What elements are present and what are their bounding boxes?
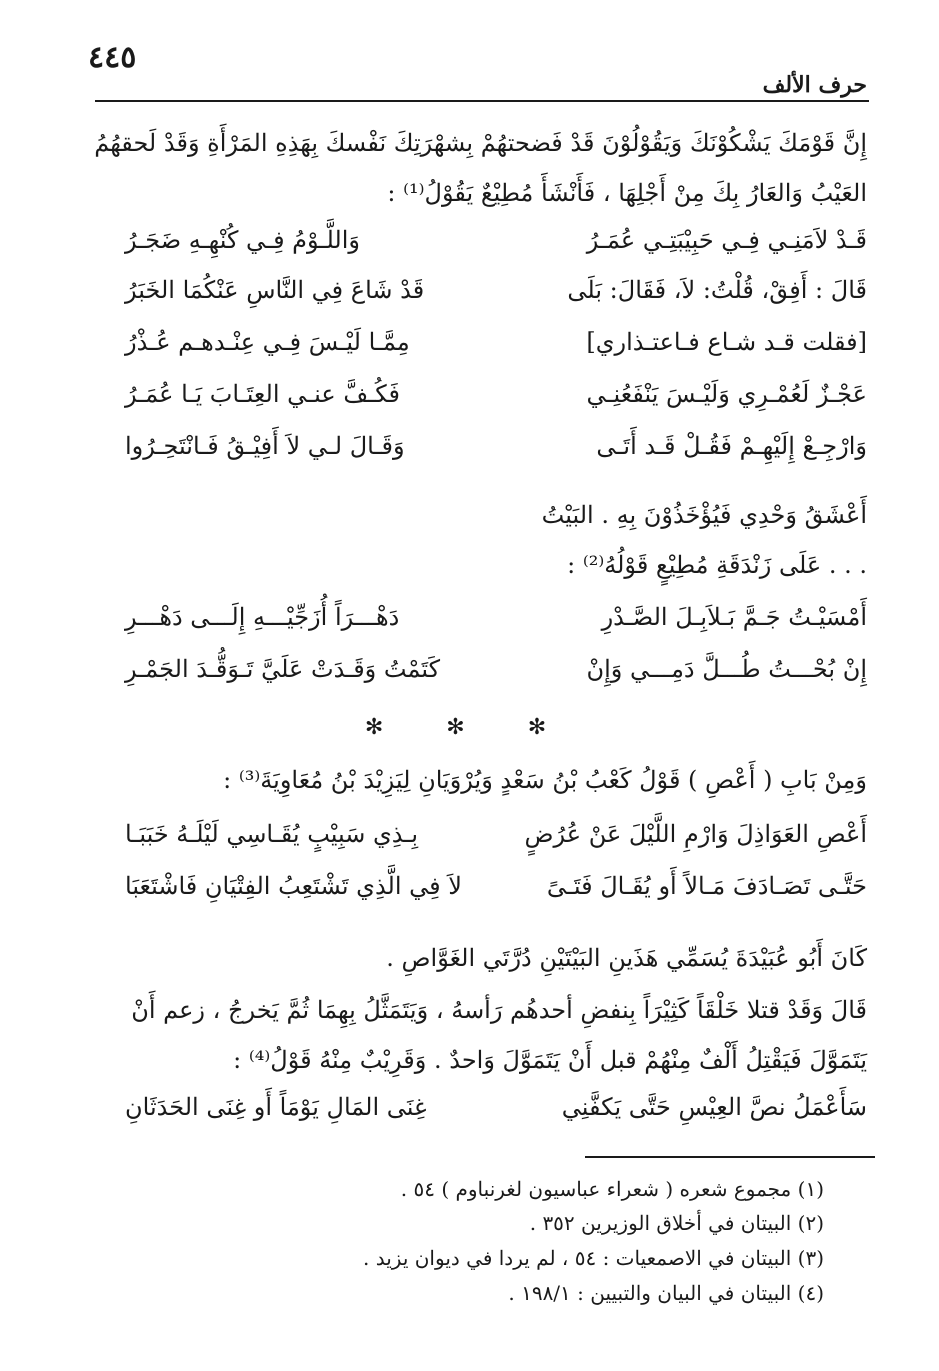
- verse-second-hemistich: لاَ فِي الَّذِي تَشْتَعِبُ الفِتْيَانِ فَاشْتَعَبَا: [125, 872, 462, 900]
- verse-first-hemistich: قَـدْ لاَمَنِـي فِـي حَبِيْبَتِـي عُمَـرُ: [586, 226, 867, 254]
- verse-line: [95, 603, 867, 653]
- paragraph-4: [77, 933, 867, 983]
- footnote: (١) مجموع شعره ( شعراء عباسيون لغرنباوم ) ٥٤ .: [400, 1177, 824, 1201]
- verse-line: [95, 820, 867, 870]
- verse-first-hemistich: حَتَّـى تَصَـادَفَ مَـالاً أَو يُقَـالَ فَتَـىً: [546, 872, 867, 900]
- paragraph-2: [77, 490, 867, 590]
- verse-second-hemistich: مِمَّـا لَيْـسَ فِـي عِنْـدهـم عُـذْرُ: [125, 328, 410, 356]
- section-separator: ✻ ✻ ✻: [364, 715, 575, 740]
- verse-second-hemistich: كَتَمْتُ وَقَـدَتْ عَلَيَّ تَـوَقُّـدَ الجَمْـرِ: [125, 655, 441, 683]
- header-rule: [95, 100, 869, 102]
- text-line: كَانَ أَبُو عُبَيْدَةَ يُسَمِّي هَذَينِ البَيْتَيْنِ دُرَّتَي الغَوَّاصِ .: [386, 944, 867, 972]
- paragraph-1: [67, 118, 867, 218]
- verse-first-hemistich: وَارْجِـعْ إِلَيْهِـمْ فَقُـلْ قَـد أَتَـى: [596, 432, 867, 460]
- verse-second-hemistich: بِـذِي سَبِيْبٍ يُقَـاسِي لَيْلَـهُ خَبَبَـا: [125, 820, 419, 848]
- verse-second-hemistich: غِنَى المَالِ يَوْمَاً أَو غِنَى الحَدَثَانِ: [125, 1093, 427, 1121]
- text-line: أَعْشَقُ وَحْدِي فَيُؤْخَذُوْنَ بِهِ . البَيْتُ: [541, 501, 867, 529]
- text-line: . . . عَلَى زَنْدَقَةِ مُطِيْعٍ قَوْلُهُ⁽²⁾ :: [567, 551, 867, 579]
- text-line: إِنَّ قَوْمَكَ يَشْكُوْنَكَ وَيَقُوْلُوْنَ قَدْ فَضحتهُمْ بِشهْرَتِكَ نَفْسكَ بِهَذِهِ المَرْأَةِ وَقَدْ لَحقهُمُ: [94, 129, 867, 157]
- verse-second-hemistich: دَهْـــرَاً أُزَجِّيْـــهِ إِلَـــى دَهْـــرِ: [125, 603, 400, 631]
- verse-line: [95, 328, 867, 378]
- text-line: قَالَ وَقَدْ قتلا خَلْقَاً كَثِيْرَاً بِنفضِ أحدهُم رَأسهُ ، وَيَتَمَثَّلُ بِهِمَا ثُمَّ يَخرجُ ، زعم أَنْ: [131, 996, 867, 1024]
- verse-first-hemistich: سَأَعْمَلُ نصَّ العِيْسِ حَتَّى يَكفَّنِي: [561, 1093, 867, 1121]
- paragraph-3: [77, 755, 867, 805]
- footnote-rule: [585, 1156, 875, 1158]
- verse-line: [95, 655, 867, 705]
- verse-first-hemistich: أَمْسَيْـتُ جَـمَّ بَـلاَبِـلَ الصَّـدْرِ: [601, 603, 867, 631]
- verse-first-hemistich: قَالَ : أَفِقْ، قُلْتُ: لاَ، فَقَالَ: بَلَى: [567, 276, 867, 304]
- verse-first-hemistich: عَجْـزٌ لَعُمْـرِي وَلَيْـسَ يَنْفَعُنِـي: [586, 380, 867, 408]
- verse-second-hemistich: فَكُـفَّ عنـي العِتَـابَ يَـا عُمَـرُ: [125, 380, 400, 408]
- verse-second-hemistich: قَدْ شَاعَ فِي النَّاسِ عَنْكُمَا الخَبَرُ: [125, 276, 425, 304]
- running-title: حرف الألف: [762, 72, 867, 98]
- paragraph-5: [67, 985, 867, 1085]
- verse-second-hemistich: وَاللَّـوْمُ فِـي كُنْهِـهِ ضَجَـرُ: [125, 226, 360, 254]
- verse-second-hemistich: وَقَـالَ لـي لاَ أَفِيْـقُ فَـانْتَحِـرُوا: [125, 432, 405, 460]
- verse-line: [95, 276, 867, 326]
- verse-line: [95, 432, 867, 482]
- verse-first-hemistich: أَعْصِ العَوَاذِلَ وَارْمِ اللَّيْلَ عَنْ عُرُضٍ: [524, 820, 867, 848]
- verse-line: [95, 380, 867, 430]
- footnote: (٢) البيتان في أخلاق الوزيرين ٣٥٢ .: [529, 1211, 824, 1235]
- footnote: (٣) البيتان في الاصمعيات : ٥٤ ، لم يردا في ديوان يزيد .: [363, 1246, 824, 1270]
- text-line: العَيْبُ وَالعَارُ بِكَ مِنْ أَجْلِهَا ، فَأَنْشَأَ مُطِيْعٌ يَقُوْلُ⁽¹⁾ :: [387, 179, 867, 207]
- text-line: يَتَمَوَّلَ فَيَقْتِلُ أَلْفٌ مِنْهُمْ قبل أَنْ يَتَمَوَّلَ وَاحدٌ . وَقَرِيْبٌ مِنْهُ قَوْلُ⁽⁴⁾ :: [233, 1046, 867, 1074]
- verse-line: [95, 872, 867, 922]
- footnote: (٤) البيتان في البيان والتبيين : ١٩٨/١ .: [508, 1281, 824, 1305]
- text-line: وَمِنْ بَابِ ( أَعْصِ ) قَوْلُ كَعْبُ بْنُ سَعْدٍ وَيُرْوَيَانِ لِيَزِيْدَ بْنُ مُعَاوِيَةَ⁽³⁾ :: [223, 766, 867, 794]
- verse-line: [95, 226, 867, 276]
- page-number: ٤٤٥: [88, 40, 137, 75]
- verse-line: [95, 1093, 867, 1143]
- verse-first-hemistich: إِنْ بُحْـــتُ طُـــلَّ دَمِـــي وَإِنْ: [586, 655, 867, 683]
- verse-first-hemistich: [فقلت قـد شـاع فـاعتـذاري]: [586, 328, 867, 356]
